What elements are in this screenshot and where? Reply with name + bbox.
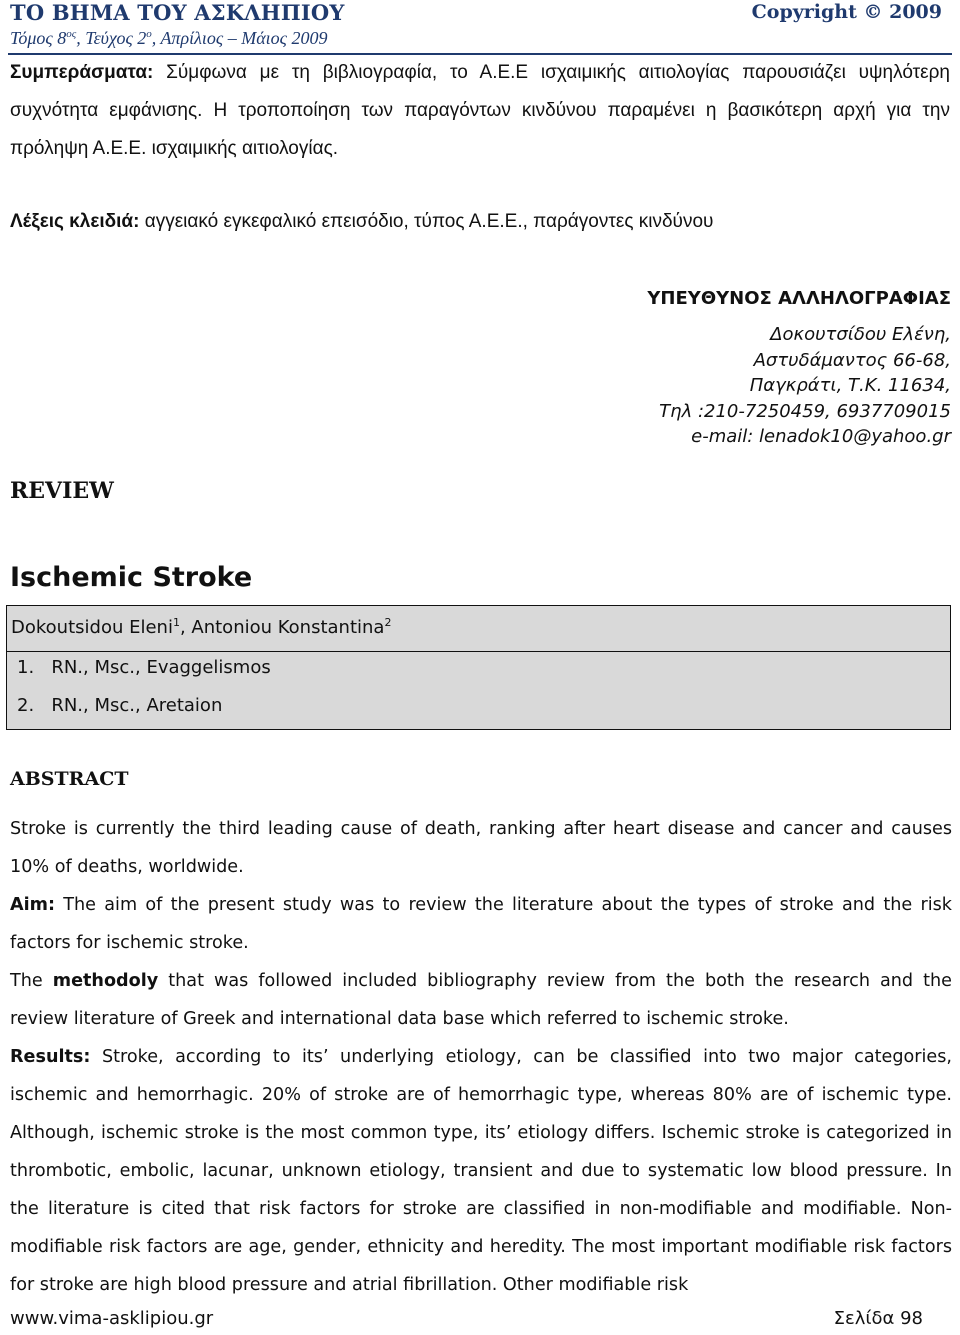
keywords-text: αγγειακό εγκεφαλικό επεισόδιο, τύπος Α.Ε.Ε., παράγοντες κινδύνου bbox=[139, 211, 714, 232]
results-label: Results: bbox=[10, 1047, 91, 1067]
author-2-sup: 2 bbox=[384, 616, 392, 629]
issue-number: , Τεύχος 2 bbox=[76, 28, 147, 48]
journal-title: ΤΟ ΒΗΜΑ ΤΟΥ ΑΣΚΛΗΠΙΟΥ bbox=[10, 0, 345, 25]
issue-volume: Τόμος 8 bbox=[10, 28, 67, 48]
section-label: REVIEW bbox=[10, 478, 114, 504]
issue-info bbox=[10, 28, 327, 49]
abstract-method bbox=[10, 962, 952, 1038]
author-2: , Antoniou Konstantina bbox=[179, 617, 385, 638]
abstract-results bbox=[10, 1038, 952, 1304]
abstract-heading: ABSTRACT bbox=[10, 768, 129, 790]
issue-sup-2: ο bbox=[146, 28, 152, 40]
method-pre: The bbox=[10, 971, 53, 991]
footer-page-number: Σελίδα 98 bbox=[833, 1308, 923, 1329]
authors-line bbox=[11, 616, 391, 638]
greek-conclusions bbox=[10, 54, 950, 168]
authors-box bbox=[6, 605, 951, 730]
affiliation-2: 2. RN., Msc., Aretaion bbox=[17, 695, 223, 716]
aim-label: Aim: bbox=[10, 895, 56, 915]
correspondence-street: Αστυδάμαντος 66-68, bbox=[753, 349, 951, 371]
correspondence-name: Δοκουτσίδου Ελένη, bbox=[770, 324, 951, 345]
copyright-notice: Copyright © 2009 bbox=[751, 1, 942, 23]
correspondence-title: ΥΠΕΥΘΥΝΟΣ ΑΛΛΗΛΟΓΡΑΦΙΑΣ bbox=[647, 288, 951, 309]
conclusions-label: Συμπεράσματα: bbox=[10, 62, 154, 83]
footer-website-link[interactable]: www.vima-asklipiou.gr bbox=[10, 1308, 214, 1329]
issue-date: , Απρίλιος – Μάιος 2009 bbox=[151, 28, 328, 48]
correspondence-area: Παγκράτι, Τ.Κ. 11634, bbox=[749, 375, 951, 396]
abstract-intro: Stroke is currently the third leading cause of death, ranking after heart disease and cancer and causes 10% of deaths, worldwide. bbox=[10, 819, 952, 877]
authors-divider bbox=[7, 651, 950, 652]
author-1-sup: 1 bbox=[172, 616, 180, 629]
correspondence-phone: Τηλ :210-7250459, 6937709015 bbox=[659, 400, 951, 422]
issue-sup-1: ος bbox=[66, 28, 77, 40]
author-1: Dokoutsidou Eleni bbox=[11, 617, 173, 638]
aim-text: The aim of the present study was to review the literature about the types of stroke and the risk factors for ischemic stroke. bbox=[10, 895, 952, 953]
results-text: Stroke, according to its’ underlying etiology, can be classified into two major categories, ischemic and hemorrhagic. 20% of stroke are of hemorrhagic type, whereas 80% are of ischemic type. Although, ischemic stroke is the most common type, its’ etiology differs. Ischemic stroke is categorized in thrombotic, embolic, lacunar, unknown etiology, transient and due to systematic low blood pressure. In the literature is cited that risk factors for stroke are classified in non-modifiable and modifiable. Non-modifiable risk factors are age, gender, ethnicity and heredity. The most important modifiable risk factors for stroke are high blood pressure and atrial fibrillation. Other modifiable risk bbox=[10, 1047, 952, 1295]
correspondence-email: e-mail: lenadok10@yahoo.gr bbox=[691, 426, 951, 447]
affiliation-1: 1. RN., Msc., Evaggelismos bbox=[17, 657, 271, 678]
greek-keywords bbox=[10, 203, 950, 241]
abstract-aim bbox=[10, 886, 952, 962]
article-title: Ischemic Stroke bbox=[10, 562, 253, 593]
correspondence-block bbox=[647, 284, 951, 450]
method-label: methodoly bbox=[52, 971, 159, 991]
abstract-body bbox=[10, 810, 952, 1304]
method-text: that was followed included bibliography review from the both the research and the review literature of Greek and international data base which referred to ischemic stroke. bbox=[10, 971, 952, 1029]
keywords-label: Λέξεις κλειδιά: bbox=[10, 211, 140, 232]
conclusions-text: Σύμφωνα με τη βιβλιογραφία, το Α.Ε.Ε ισχαιμικής αιτιολογίας παρουσιάζει υψηλότερη συχνότητα εμφάνισης. Η τροποποίηση των παραγόντων κινδύνου παραμένει η βασικότερη αρχή για την πρόληψη Α.Ε.Ε. ισχαιμικής αιτιολογίας. bbox=[10, 62, 950, 159]
